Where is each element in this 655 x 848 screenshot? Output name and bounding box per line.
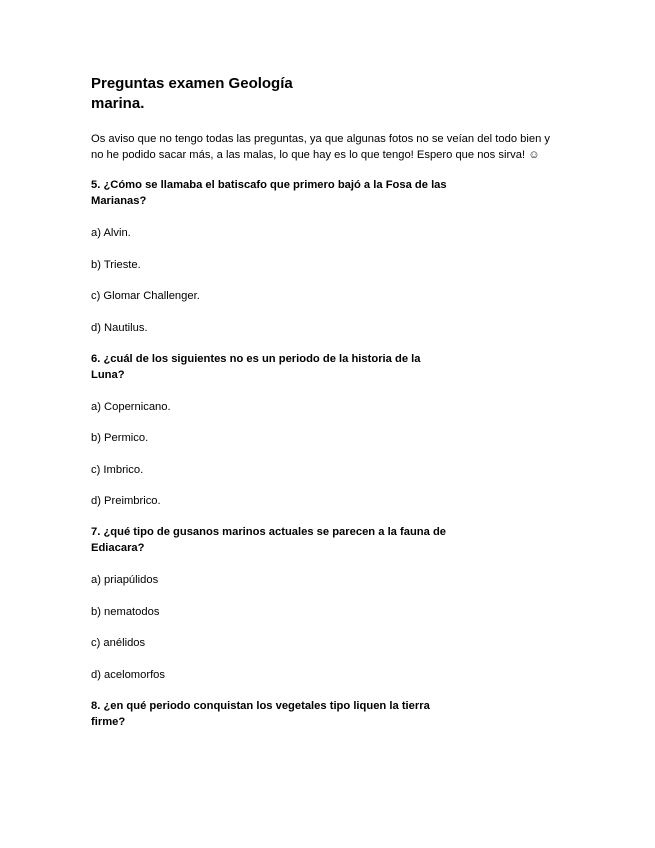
- question-6: [91, 351, 481, 510]
- question-text: 8. ¿en qué periodo conquistan los vegetales tipo liquen la tierra firme?: [91, 699, 430, 728]
- answer-option-c: c) Glomar Challenger.: [91, 290, 200, 302]
- title-line-1: Preguntas examen Geología: [91, 75, 293, 92]
- answer-option-a: a) priapúlidos: [91, 574, 159, 586]
- answer-option-d: d) Nautilus.: [91, 321, 148, 334]
- answer-option-b: b) Trieste.: [91, 258, 141, 271]
- question-text: 6. ¿cuál de los siguientes no es un periodo de la historia de la Luna?: [91, 352, 421, 381]
- question-7: [91, 524, 481, 683]
- answer-option-d: d) Preimbrico.: [91, 495, 161, 507]
- document-content: [91, 74, 561, 730]
- answer-option-a: a) Alvin.: [91, 227, 131, 239]
- question-text: 7. ¿qué tipo de gusanos marinos actuales se parecen a la fauna de Ediacara?: [91, 526, 447, 554]
- answer-option-b: b) nematodos: [91, 605, 160, 618]
- answer-option-a: a) Copernicano.: [91, 400, 171, 413]
- answer-option-c: c) anélidos: [91, 637, 146, 649]
- question-8: [91, 698, 481, 730]
- question-text: 5. ¿Cómo se llamaba el batiscafo que primero bajó a la Fosa de las Marianas?: [91, 179, 447, 207]
- answer-option-c: c) Imbrico.: [91, 463, 144, 476]
- title-line-2: marina.: [91, 95, 145, 112]
- question-5: [91, 177, 481, 336]
- answer-option-d: d) acelomorfos: [91, 668, 165, 681]
- intro-paragraph: Os aviso que no tengo todas las preguntas, ya que algunas fotos no se veían del todo bien y no he podido sacar más, a las malas, lo que hay es lo que tengo! Espero que nos sirva! ☺: [91, 133, 551, 161]
- document-title: [91, 74, 321, 114]
- answer-option-b: b) Permico.: [91, 432, 149, 444]
